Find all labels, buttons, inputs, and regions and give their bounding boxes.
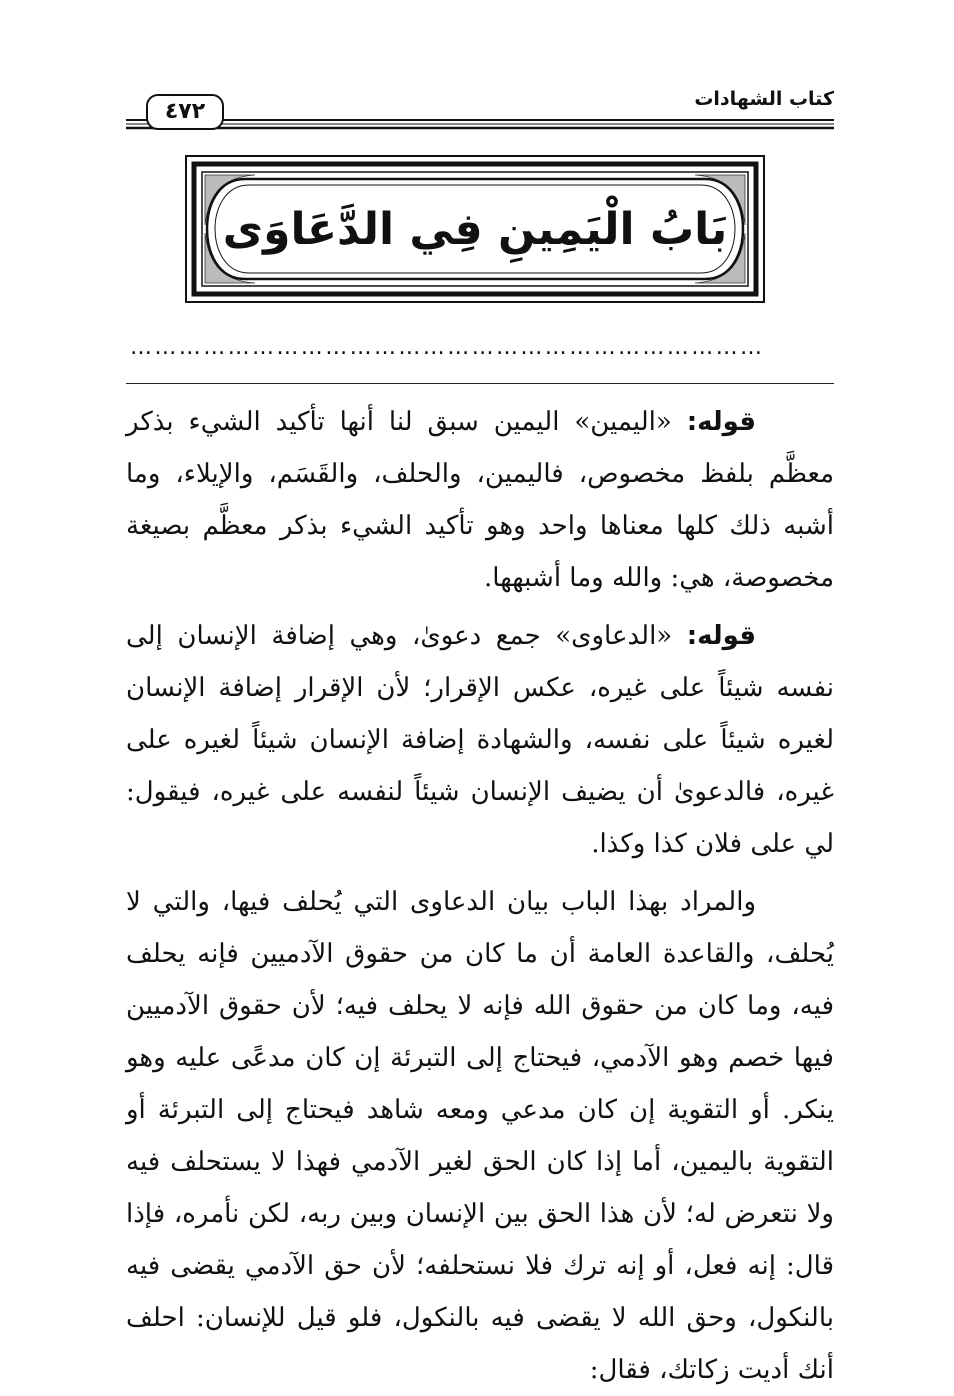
paragraph: [126, 396, 834, 604]
dotted-separator: ……………………………………………………………………: [130, 336, 765, 360]
section-rule: [126, 383, 834, 384]
paragraph-lead: قوله:: [686, 621, 756, 651]
chapter-title-frame: [185, 155, 765, 303]
paragraph-lead: قوله:: [686, 407, 756, 437]
paragraph: [126, 610, 834, 870]
running-title: كتاب الشهادات: [694, 88, 834, 110]
header-rule: [126, 118, 834, 132]
paragraph-text: والمراد بهذا الباب بيان الدعاوى التي يُحلف فيها، والتي لا يُحلف، والقاعدة العامة أن ما كان من حقوق الآدميين فإنه يحلف فيه، وما كان من حقوق الله فإنه لا يحلف فيه؛ لأن حقوق الآدميين فيها خصم وهو الآدمي، فيحتاج إلى التبرئة إن كان مدعًى عليه وهو ينكر. أو التقوية إن كان مدعي ومعه شاهد فيحتاج إلى التبرئة أو التقوية باليمين، أما إذا كان الحق لغير الآدمي فهذا لا يستحلف فيه ولا نتعرض له؛ لأن هذا الحق بين الإنسان وبين ربه، لكن نأمره، فإذا قال: إنه فعل، أو إنه ترك فلا نستحلفه؛ لأن حق الآدمي يقضى فيه بالنكول، وحق الله لا يقضى فيه بالنكول، فلو قيل للإنسان: احلف أنك أديت زكاتك، فقال:: [126, 887, 834, 1385]
page-number: ٤٧٢: [164, 99, 206, 124]
paragraph-text: «اليمين» اليمين سبق لنا أنها تأكيد الشيء بذكر معظَّم بلفظ مخصوص، فاليمين، والحلف، والقَسَم، والإيلاء، وما أشبه ذلك كلها معناها واحد وهو تأكيد الشيء بذكر معظَّم بصيغة مخصوصة، هي: والله وما أشبهها.: [126, 407, 834, 593]
paragraph-text: «الدعاوى» جمع دعوىٰ، وهي إضافة الإنسان إلى نفسه شيئاً على غيره، عكس الإقرار؛ لأن الإقرار إضافة الإنسان لغيره شيئاً على نفسه، والشهادة إضافة الإنسان شيئاً لغيره على غيره، فالدعوىٰ أن يضيف الإنسان شيئاً لنفسه على غيره، فيقول: لي على فلان كذا وكذا.: [126, 621, 834, 859]
page-number-box: [146, 94, 224, 130]
body-text: [126, 396, 834, 1396]
paragraph: [126, 876, 834, 1396]
chapter-title: بَابُ الْيَمِينِ فِي الدَّعَاوَى: [222, 204, 728, 255]
page-header: [126, 88, 834, 133]
